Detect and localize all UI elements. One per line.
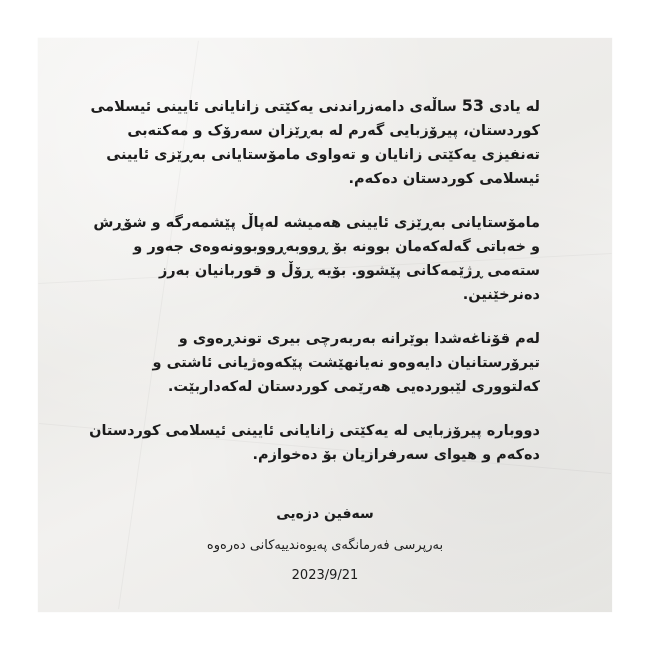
paper-sheet: [38, 38, 612, 612]
paragraph-anniversary: [38, 94, 612, 191]
paragraph-scholars-role: مامۆستایانی بەڕێزی ئایینی هەمیشە لەپاڵ پێشمەرگە و شۆڕش و خەباتی گەلەکەمان بوونە بۆ ڕووبەڕووبوونەوەی جەور و ستەمی ڕژێمەکانی پێشوو. بۆیە ڕۆڵ و قوربانیان بەرز دەنرخێنین.: [93, 215, 540, 303]
statement-body: [38, 94, 612, 487]
paragraph-anniversary-suffix: ساڵەی دامەزراندنی یەکێتی زانایانی ئایینی ئیسلامی کوردستان، پیرۆزبایی گەرم لە بەڕێزان سەرۆک و مەکتەبی تەنفیزی یەکێتی زانایان و تەواوی مامۆستایانی بەڕێزی ئایینی ئیسلامی کوردستان دەکەم.: [90, 99, 540, 187]
signature-title: بەرپرسی فەرمانگەی پەیوەندییەکانی دەرەوە: [206, 538, 444, 553]
anniversary-number: 53: [461, 96, 485, 115]
paragraph-against-extremism: لەم قۆناغەشدا بوێرانە بەربەرچی بیری توندڕەوی و تیرۆرستانیان دایەوەو نەیانهێشت پێکەوەژیانی ئاشتی و کەلتووری لێبوردەیی هەرێمی کوردستان لەکەداربێت.: [152, 331, 540, 395]
signature-date: 2023/9/21: [291, 568, 359, 583]
paragraph-anniversary-prefix: لە یادی: [484, 99, 540, 115]
signature-name: سەفین دزەیی: [276, 506, 374, 522]
paragraph-closing-congratulation: دووبارە پیرۆزبایی لە یەکێتی زانایانی ئایینی ئیسلامی کوردستان دەکەم و هیوای سەرفرازیان بۆ دەخوازم.: [89, 423, 540, 463]
